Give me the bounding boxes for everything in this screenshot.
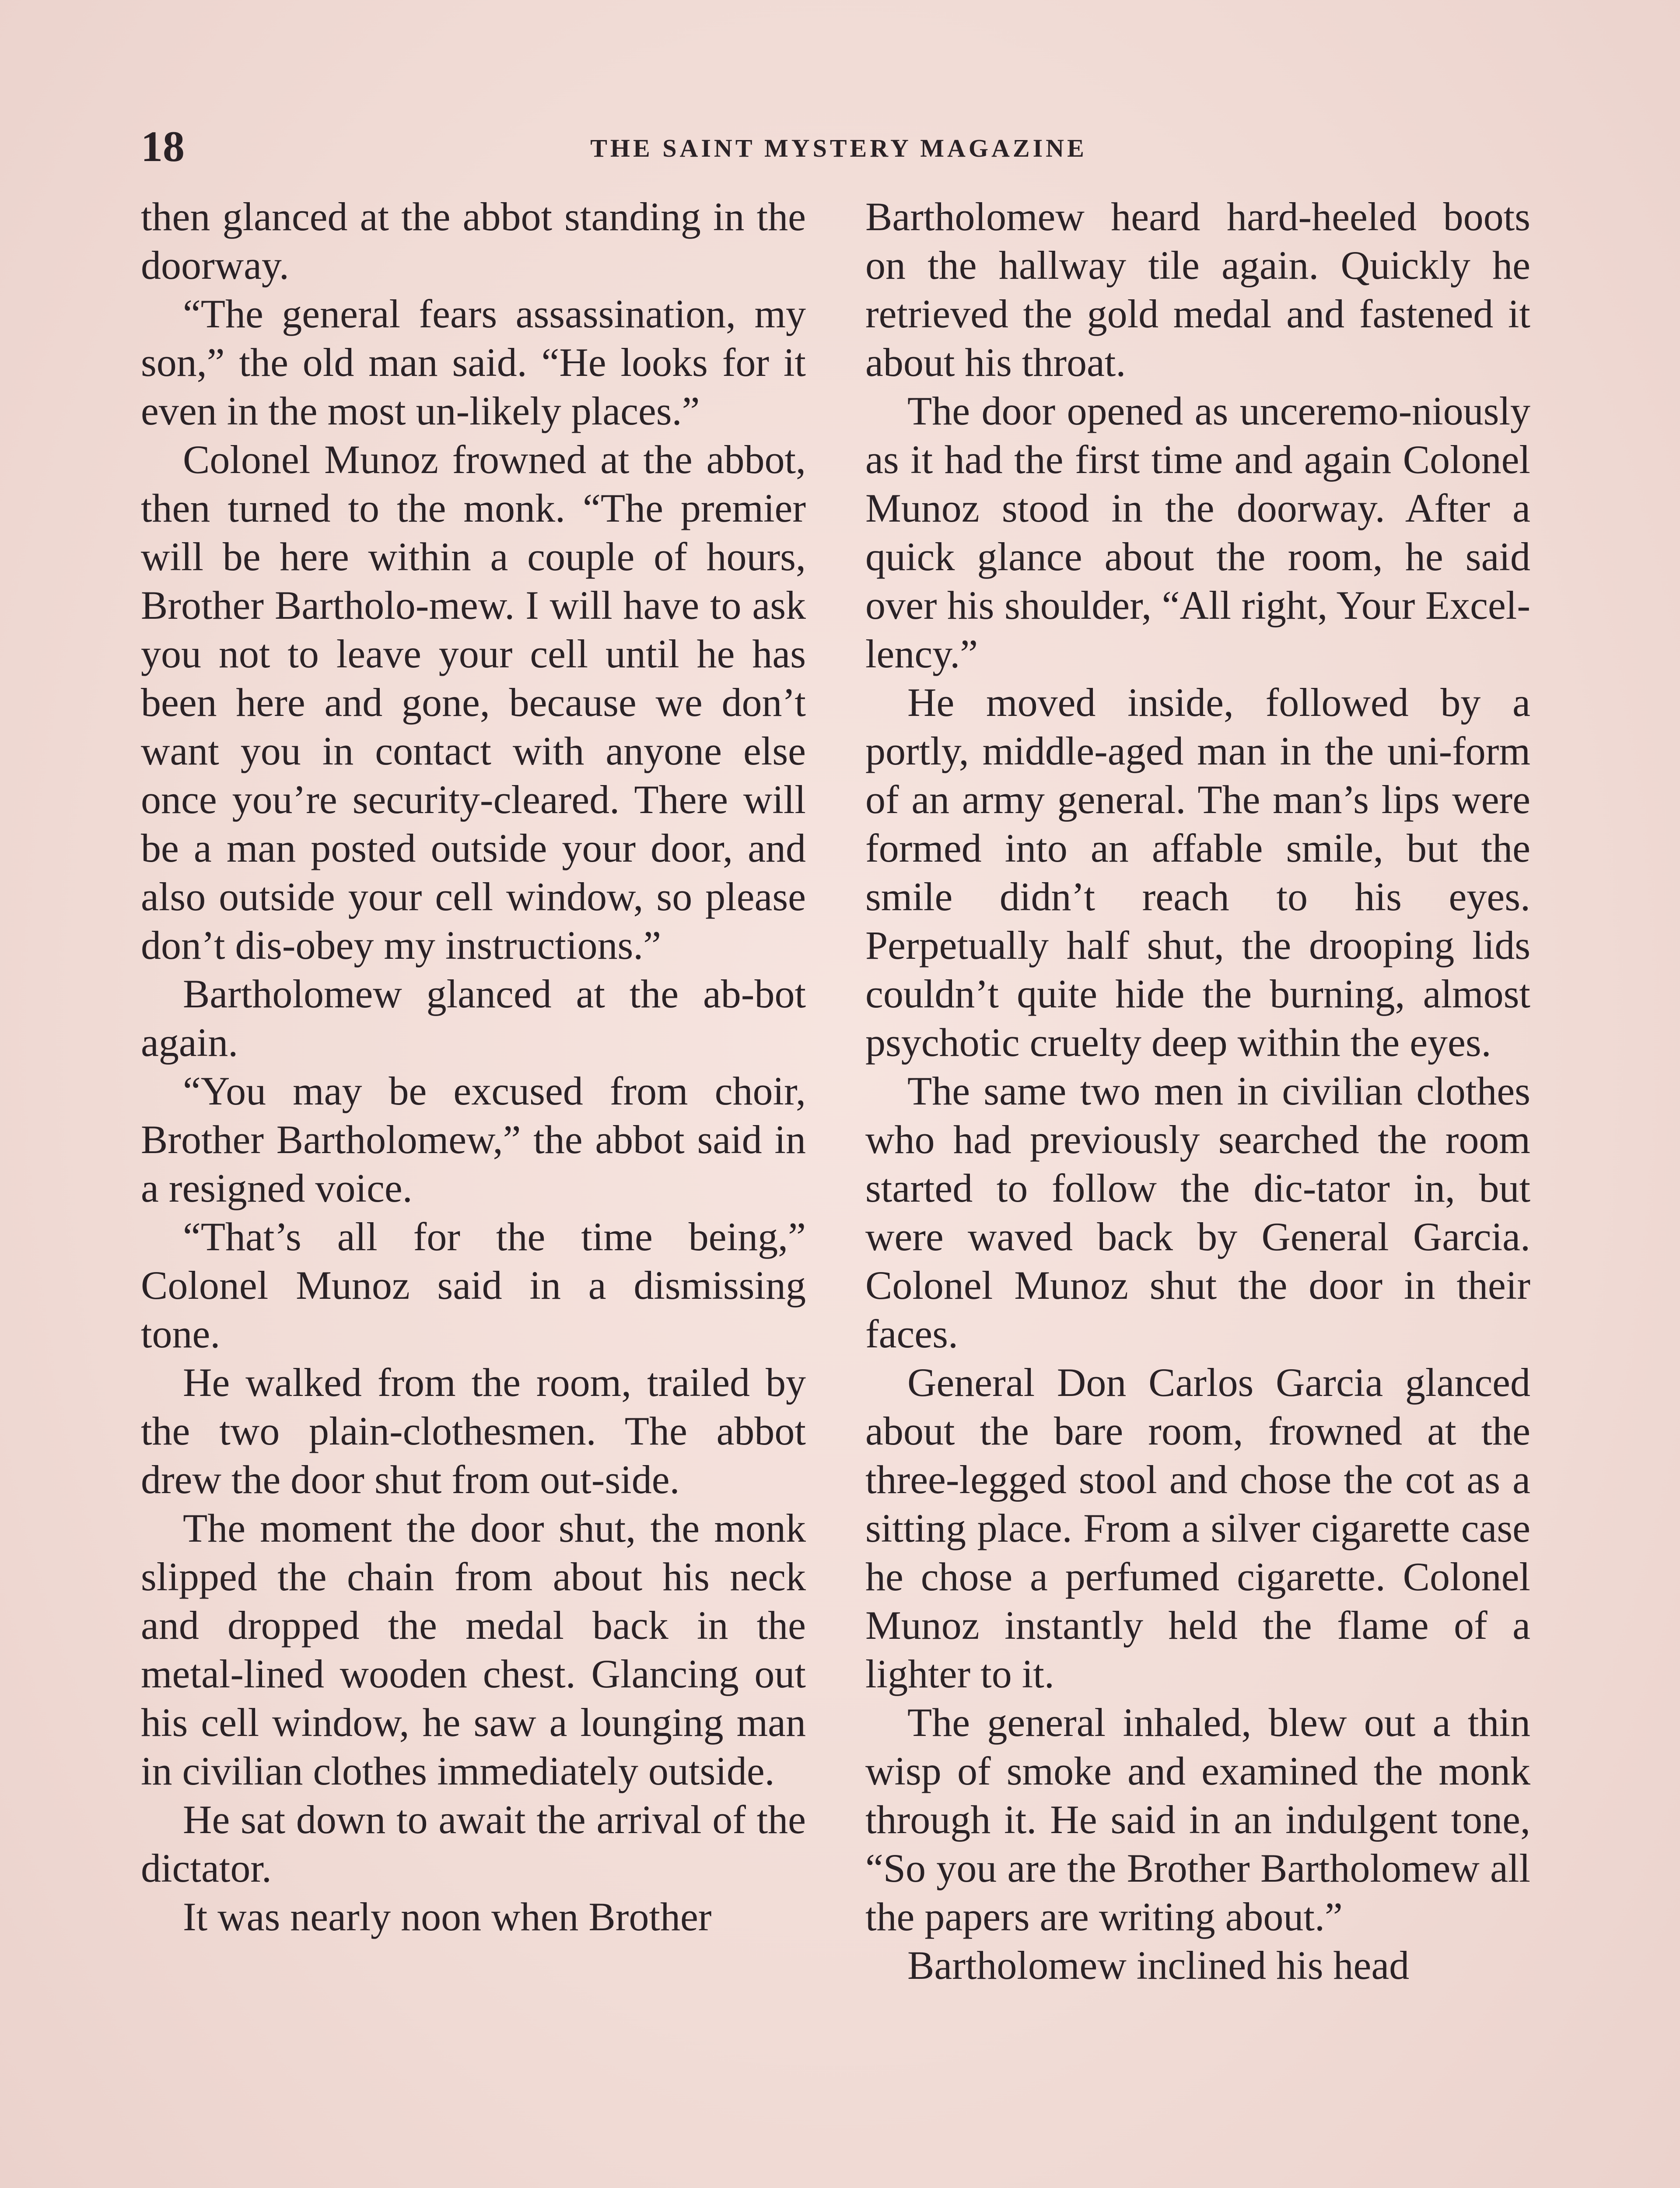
paragraph: Bartholomew glanced at the ab-bot again. bbox=[141, 971, 806, 1065]
page-number: 18 bbox=[141, 122, 185, 171]
paragraph: It was nearly noon when Brother bbox=[183, 1894, 712, 1939]
paragraph: “That’s all for the time being,” Colonel Munoz said in a dismissing tone. bbox=[141, 1214, 806, 1356]
right-column bbox=[865, 193, 1530, 1990]
paragraph: The general inhaled, blew out a thin wisp of smoke and examined the monk through it. He said in an indulgent tone, “So you are the Brother Bartholomew all the papers are writing about.” bbox=[865, 1700, 1530, 1939]
paragraph: “The general fears assassination, my son,” the old man said. “He looks for it even in the most un-likely places.” bbox=[141, 291, 806, 433]
paragraph: He walked from the room, trailed by the two plain-clothesmen. The abbot drew the door shut from out-side. bbox=[141, 1360, 806, 1502]
paragraph: The door opened as unceremo-niously as it had the first time and again Colonel Munoz stood in the doorway. After a quick glance about the room, he said over his shoulder, “All right, Your Excel-lency.” bbox=[865, 389, 1530, 676]
paragraph: Colonel Munoz frowned at the abbot, then turned to the monk. “The premier will be here within a couple of hours, Brother Bartholo-mew. I will have to ask you not to leave your cell until he has been here and gone, because we don’t want you in contact with anyone else once you’re security-cleared. There will be a man posted outside your door, and also outside your cell window, so please don’t dis-obey my instructions.” bbox=[141, 437, 806, 968]
running-title: THE SAINT MYSTERY MAGAZINE bbox=[590, 134, 1087, 162]
paragraph: The moment the door shut, the monk slipped the chain from about his neck and dropped the medal back in the metal-lined wooden chest. Glancing out his cell window, he saw a lounging man in civilian clothes immediately outside. bbox=[141, 1506, 806, 1793]
paragraph: Bartholomew inclined his head bbox=[907, 1943, 1410, 1988]
left-column bbox=[141, 193, 806, 1941]
page-header bbox=[141, 123, 1536, 171]
paragraph: The same two men in civilian clothes who had previously searched the room started to follow the dic-tator in, but were waved back by General Garcia. Colonel Munoz shut the door in their faces. bbox=[865, 1069, 1530, 1356]
paragraph: then glanced at the abbot standing in the doorway. bbox=[141, 194, 806, 288]
paragraph: He moved inside, followed by a portly, middle-aged man in the uni-form of an army general. The man’s lips were formed into an affable smile, but the smile didn’t reach to his eyes. Perpetually half shut, the drooping lids couldn’t quite hide the burning, almost psychotic cruelty deep within the eyes. bbox=[865, 680, 1530, 1065]
paragraph: Bartholomew heard hard-heeled boots on the hallway tile again. Quickly he retrieved the gold medal and fastened it about his throat. bbox=[865, 194, 1530, 385]
paragraph: He sat down to await the arrival of the dictator. bbox=[141, 1797, 806, 1890]
paragraph: General Don Carlos Garcia glanced about the bare room, frowned at the three-legged stool and chose the cot as a sitting place. From a silver cigarette case he chose a perfumed cigarette. Colonel Munoz instantly held the flame of a lighter to it. bbox=[865, 1360, 1530, 1696]
paragraph: “You may be excused from choir, Brother Bartholomew,” the abbot said in a resigned voice. bbox=[141, 1069, 806, 1210]
